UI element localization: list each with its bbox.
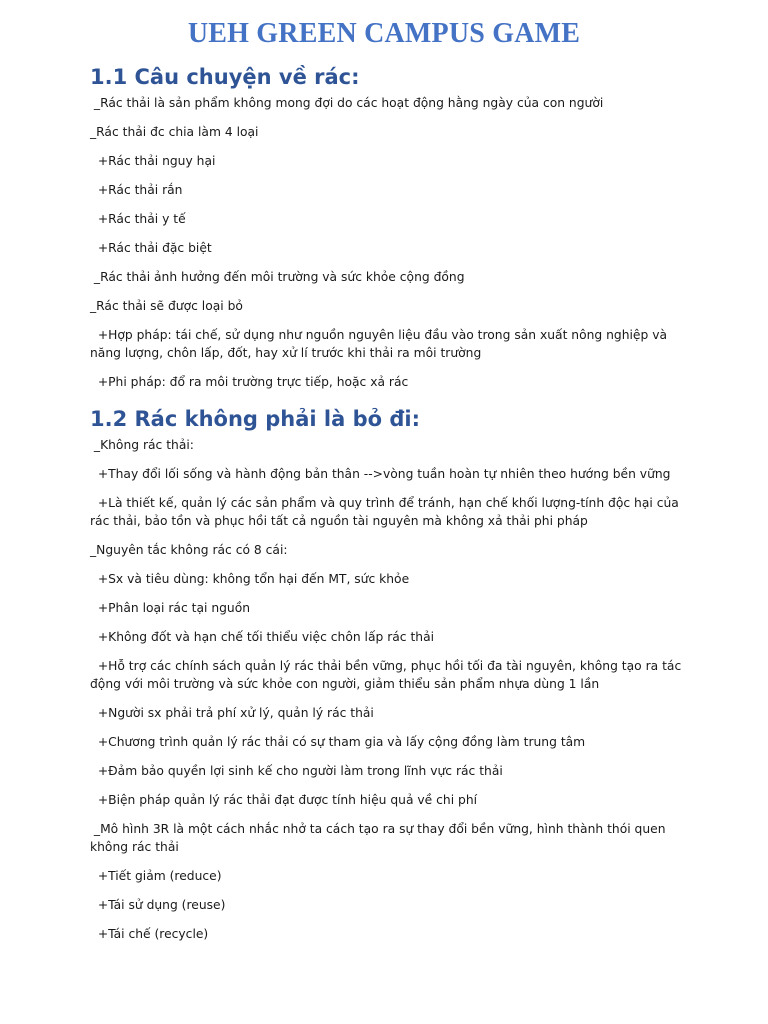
list-item: +Phi pháp: đổ ra môi trường trực tiếp, hoặc xả rác [90, 375, 409, 389]
paragraph: _Rác thải đc chia làm 4 loại [90, 125, 259, 139]
list-item: +Chương trình quản lý rác thải có sự tham gia và lấy cộng đồng làm trung tâm [90, 735, 586, 749]
list-item: +Rác thải đặc biệt [90, 241, 212, 255]
paragraph: _Rác thải ảnh hưởng đến môi trường và sức khỏe cộng đồng [90, 270, 465, 284]
list-item: +Đảm bảo quyền lợi sinh kế cho người làm trong lĩnh vực rác thải [90, 764, 503, 778]
list-item: +Thay đổi lối sống và hành động bản thân -->vòng tuần hoàn tự nhiên theo hướng bền vững [90, 467, 671, 481]
list-item: +Phân loại rác tại nguồn [90, 601, 251, 615]
section-cau-chuyen-ve-rac [90, 64, 690, 402]
list-item: +Sx và tiêu dùng: không tổn hại đến MT, sức khỏe [90, 572, 410, 586]
list-item: +Rác thải y tế [90, 212, 186, 226]
list-item: +Hỗ trợ các chính sách quản lý rác thải bền vững, phục hồi tối đa tài nguyên, không tạo ra tác động với môi trường và sức khỏe con người, giảm thiểu sản phẩm nhựa dùng 1 lần [90, 659, 686, 691]
list-item: +Rác thải nguy hại [90, 154, 216, 168]
list-item: +Tái chế (recycle) [90, 927, 209, 941]
paragraph: _Rác thải là sản phẩm không mong đợi do các hoạt động hằng ngày của con người [90, 96, 604, 110]
list-item: +Tiết giảm (reduce) [90, 869, 222, 883]
document-title: UEH GREEN CAMPUS GAME [187, 18, 581, 49]
section-heading: 1.2 Rác không phải là bỏ đi: [90, 407, 420, 431]
list-item: +Không đốt và hạn chế tối thiểu việc chôn lấp rác thải [90, 630, 435, 644]
list-item: +Tái sử dụng (reuse) [90, 898, 226, 912]
paragraph: _Không rác thải: [90, 438, 194, 452]
list-item: +Người sx phải trả phí xử lý, quản lý rác thải [90, 706, 374, 720]
section-heading: 1.1 Câu chuyện về rác: [90, 65, 360, 89]
list-item: +Hợp pháp: tái chế, sử dụng như nguồn nguyên liệu đầu vào trong sản xuất nông nghiệp và năng lượng, chôn lấp, đốt, hay xử lí trước khi thải ra môi trường [90, 328, 671, 360]
paragraph: _Mô hình 3R là một cách nhắc nhở ta cách tạo ra sự thay đổi bền vững, hình thành thói quen không rác thải [90, 822, 670, 854]
section-rac-khong-phai-la-bo-di [90, 406, 690, 954]
list-item: +Là thiết kế, quản lý các sản phẩm và quy trình để tránh, hạn chế khối lượng-tính độc hại của rác thải, bảo tồn và phục hồi tất cả nguồn tài nguyên mà không xả thải phi pháp [90, 496, 683, 528]
list-item: +Rác thải rắn [90, 183, 183, 197]
list-item: +Biện pháp quản lý rác thải đạt được tính hiệu quả về chi phí [90, 793, 478, 807]
paragraph: _Nguyên tắc không rác có 8 cái: [90, 543, 288, 557]
paragraph: _Rác thải sẽ được loại bỏ [90, 299, 243, 313]
